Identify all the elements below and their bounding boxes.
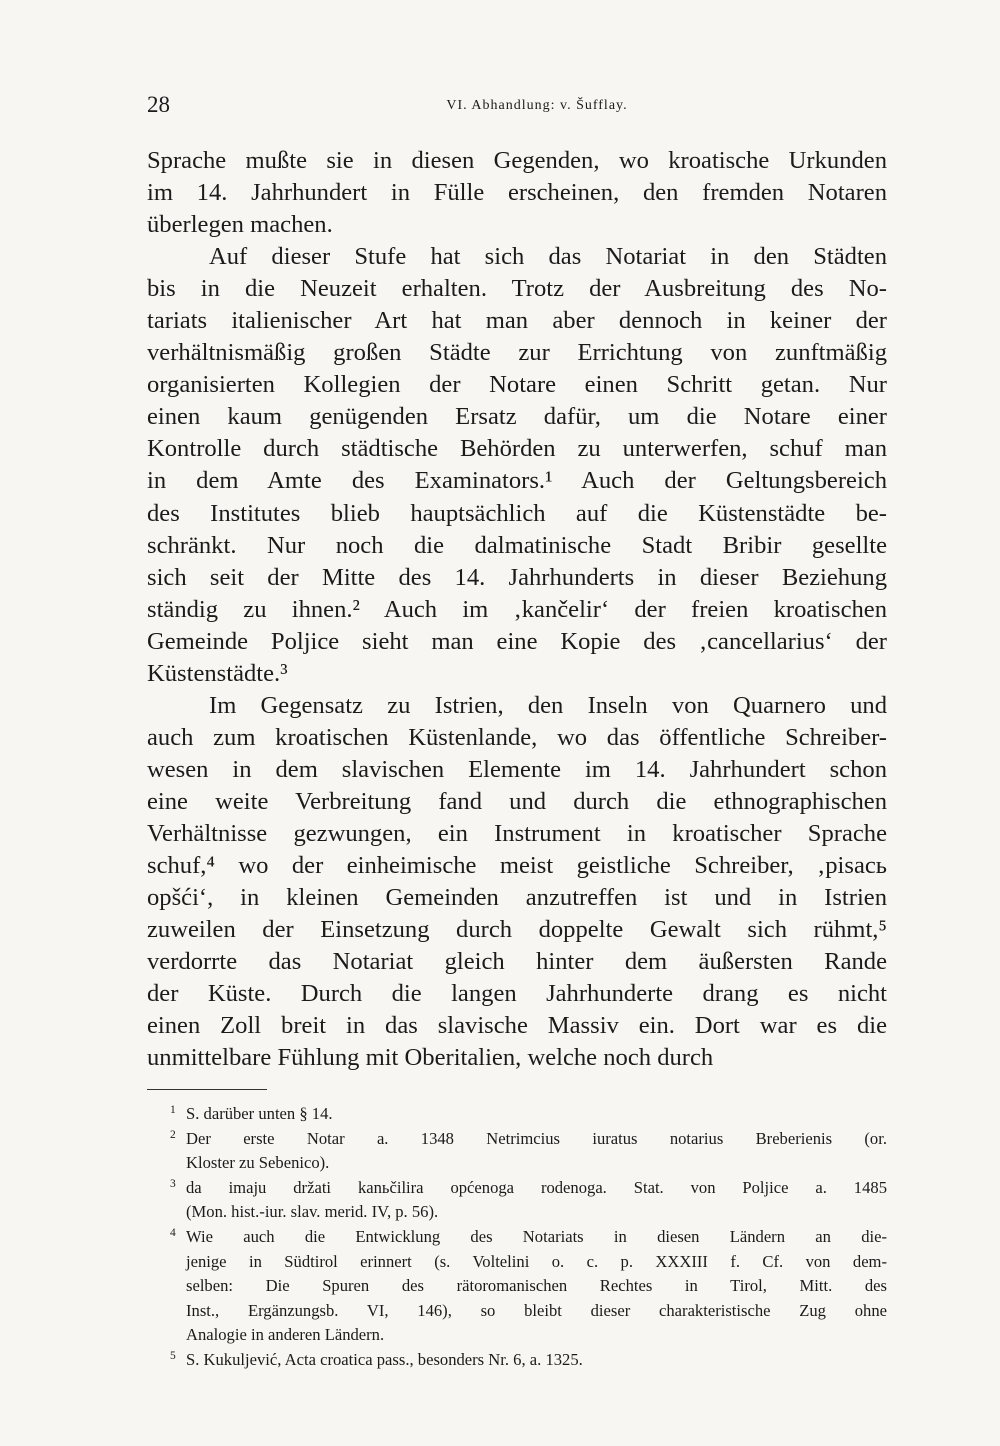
text-line: in dem Amte des Examinators.¹ Auch der Geltungsbereich <box>147 467 887 495</box>
text-line: opšći‘, in kleinen Gemeinden anzutreffen ist und in Istrien <box>147 884 887 912</box>
text-line: wesen in dem slavischen Elemente im 14. Jahrhundert schon <box>147 755 887 783</box>
text-line: überlegen machen. <box>147 211 333 239</box>
footnote <box>147 1176 887 1225</box>
text-line: Gemeinde Poljice sieht man eine Kopie des ‚cancellarius‘ der <box>147 627 887 655</box>
footnote-line: Kloster zu Sebenico). <box>186 1153 330 1173</box>
footnote-line: (Mon. hist.-iur. slav. merid. IV, p. 56). <box>186 1202 439 1222</box>
footnote-line: Wie auch die Entwicklung des Notariats in diesen Ländern an die- <box>186 1226 887 1246</box>
text-line: Sprache mußte sie in diesen Gegenden, wo kroatische Urkunden <box>147 147 887 174</box>
text-line: tariats italienischer Art hat man aber dennoch in keiner der <box>147 307 887 335</box>
footnote-line: Inst., Ergänzungsb. VI, 146), so bleibt dieser charakteristische Zug ohne <box>186 1300 887 1320</box>
text-line: der Küste. Durch die langen Jahrhunderte drang es nicht <box>147 980 887 1008</box>
text-line: Auf dieser Stufe hat sich das Notariat in den Städten <box>209 243 887 271</box>
footnote <box>147 1127 887 1176</box>
paragraph <box>147 690 887 1075</box>
footnote-line: selben: Die Spuren des rätoromanischen Rechtes in Tirol, Mitt. des <box>186 1276 887 1296</box>
running-head <box>147 92 887 122</box>
footnotes <box>147 1102 887 1373</box>
text-line: verhältnismäßig großen Städte zur Errichtung von zunftmäßig <box>147 339 887 367</box>
text-line: eine weite Verbreitung fand und durch die ethnographischen <box>147 787 887 815</box>
footnote-line: S. darüber unten § 14. <box>186 1104 333 1123</box>
text-line: Im Gegensatz zu Istrien, den Inseln von Quarnero und <box>209 691 887 719</box>
text-line: zuweilen der Einsetzung durch doppelte Gewalt sich rühmt,⁵ <box>147 916 887 944</box>
text-line: ständig zu ihnen.² Auch im ‚kančelir‘ der freien kroatischen <box>147 595 887 623</box>
text-line: im 14. Jahrhundert in Fülle erscheinen, den fremden Notaren <box>147 179 887 207</box>
footnote-number: 3 <box>170 1177 176 1190</box>
text-line: sich seit der Mitte des 14. Jahrhunderts in dieser Beziehung <box>147 563 887 591</box>
text-line: verdorrte das Notariat gleich hinter dem äußersten Rande <box>147 948 887 976</box>
text-line: Küstenstädte.³ <box>147 659 288 687</box>
paragraph <box>147 145 887 241</box>
text-line: bis in die Neuzeit erhalten. Trotz der Ausbreitung des No- <box>147 275 887 303</box>
running-title: VI. Abhandlung: v. Šufflay. <box>446 98 628 113</box>
paragraph <box>147 241 887 690</box>
body-text <box>147 145 887 1074</box>
footnote-number: 4 <box>170 1226 176 1239</box>
footnote-separator <box>147 1089 267 1090</box>
footnote-line: da imaju držati kanьčilira općenoga rodenoga. Stat. von Poljice a. 1485 <box>186 1177 887 1197</box>
text-line: des Institutes blieb hauptsächlich auf die Küstenstädte be- <box>147 499 887 527</box>
text-line: Verhältnisse gezwungen, ein Instrument in kroatischer Sprache <box>147 819 887 847</box>
footnote-number: 1 <box>170 1104 176 1116</box>
footnote-line: Analogie in anderen Ländern. <box>186 1325 385 1345</box>
footnote-number: 2 <box>170 1128 176 1141</box>
footnote-number: 5 <box>170 1349 176 1362</box>
text-line: unmittelbare Fühlung mit Oberitalien, welche noch durch <box>147 1044 714 1072</box>
footnote-line: jenige in Südtirol erinnert (s. Voltelini o. c. p. XXXIII f. Cf. von dem- <box>186 1251 887 1271</box>
footnote-line: S. Kukuljević, Acta croatica pass., besonders Nr. 6, a. 1325. <box>186 1349 583 1369</box>
text-line: schränkt. Nur noch die dalmatinische Stadt Bribir gesellte <box>147 531 887 559</box>
text-line: schuf,⁴ wo der einheimische meist geistliche Schreiber, ‚pisacь <box>147 852 887 880</box>
text-line: einen Zoll breit in das slavische Massiv ein. Dort war es die <box>147 1012 887 1040</box>
footnote <box>147 1102 887 1127</box>
text-line: auch zum kroatischen Küstenlande, wo das öffentliche Schreiber- <box>147 723 887 751</box>
text-line: einen kaum genügenden Ersatz dafür, um die Notare einer <box>147 403 887 431</box>
footnote <box>147 1348 887 1373</box>
text-line: Kontrolle durch städtische Behörden zu unterwerfen, schuf man <box>147 435 887 463</box>
text-line: organisierten Kollegien der Notare einen Schritt getan. Nur <box>147 371 887 399</box>
footnote-line: Der erste Notar a. 1348 Netrimcius iuratus notarius Breberienis (or. <box>186 1128 887 1148</box>
footnote <box>147 1225 887 1348</box>
page-number: 28 <box>147 92 170 117</box>
